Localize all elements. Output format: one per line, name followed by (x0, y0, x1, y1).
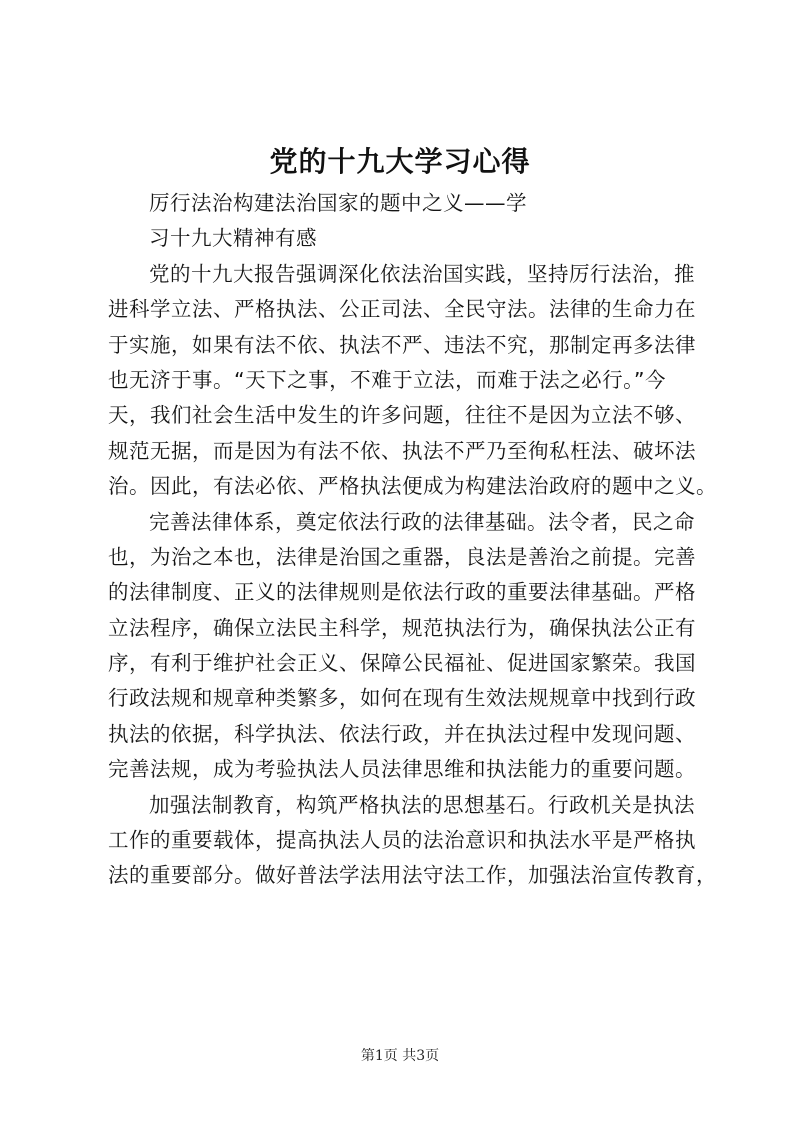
text-line: 于实施，如果有法不依、执法不严、违法不究，那制定再多法律 (108, 332, 696, 357)
text-line: 规范无据，而是因为有法不依、执法不严乃至徇私枉法、破坏法 (108, 438, 696, 463)
text-line: 也无济于事。“天下之事，不难于立法，而难于法之必行。”今 (108, 367, 666, 392)
text-line: 厉行法治构建法治国家的题中之义——学 (149, 191, 527, 215)
text-line: 也，为治之本也，法律是治国之重器，良法是善治之前提。完善 (108, 544, 696, 569)
text-line: 天，我们社会生活中发生的许多问题，往往不是因为立法不够、 (108, 403, 696, 428)
text-line: 序，有利于维护社会正义、保障公民福祉、促进国家繁荣。我国 (108, 651, 696, 676)
text-line: 完善法规，成为考验执法人员法律思维和执法能力的重要问题。 (108, 757, 696, 782)
text-line: 法的重要部分。做好普法学法用法守法工作，加强法治宣传教育， (108, 863, 717, 888)
text-line: 的法律制度、正义的法律规则是依法行政的重要法律基础。严格 (108, 580, 696, 605)
page-footer: 第1页 共3页 (360, 1048, 440, 1064)
text-line: 治。因此，有法必依、严格执法便成为构建法治政府的题中之义。 (108, 474, 717, 499)
text-line: 工作的重要载体，提高执法人员的法治意识和执法水平是严格执 (108, 828, 696, 853)
document-body (108, 186, 717, 894)
text-line: 完善法律体系，奠定依法行政的法律基础。法令者，民之命 (149, 509, 695, 534)
text-line: 习十九大精神有感 (149, 226, 317, 251)
text-line: 行政法规和规章种类繁多，如何在现有生效法规规章中找到行政 (108, 686, 696, 711)
document-title: 党的十九大学习心得 (269, 145, 531, 178)
text-line: 进科学立法、严格执法、公正司法、全民守法。法律的生命力在 (108, 297, 696, 322)
text-line: 党的十九大报告强调深化依法治国实践，坚持厉行法治，推 (149, 261, 695, 286)
text-line: 执法的依据，科学执法、依法行政，并在执法过程中发现问题、 (108, 721, 696, 746)
text-line: 立法程序，确保立法民主科学，规范执法行为，确保执法公正有 (108, 615, 696, 640)
text-line: 加强法制教育，构筑严格执法的思想基石。行政机关是执法 (149, 792, 695, 817)
